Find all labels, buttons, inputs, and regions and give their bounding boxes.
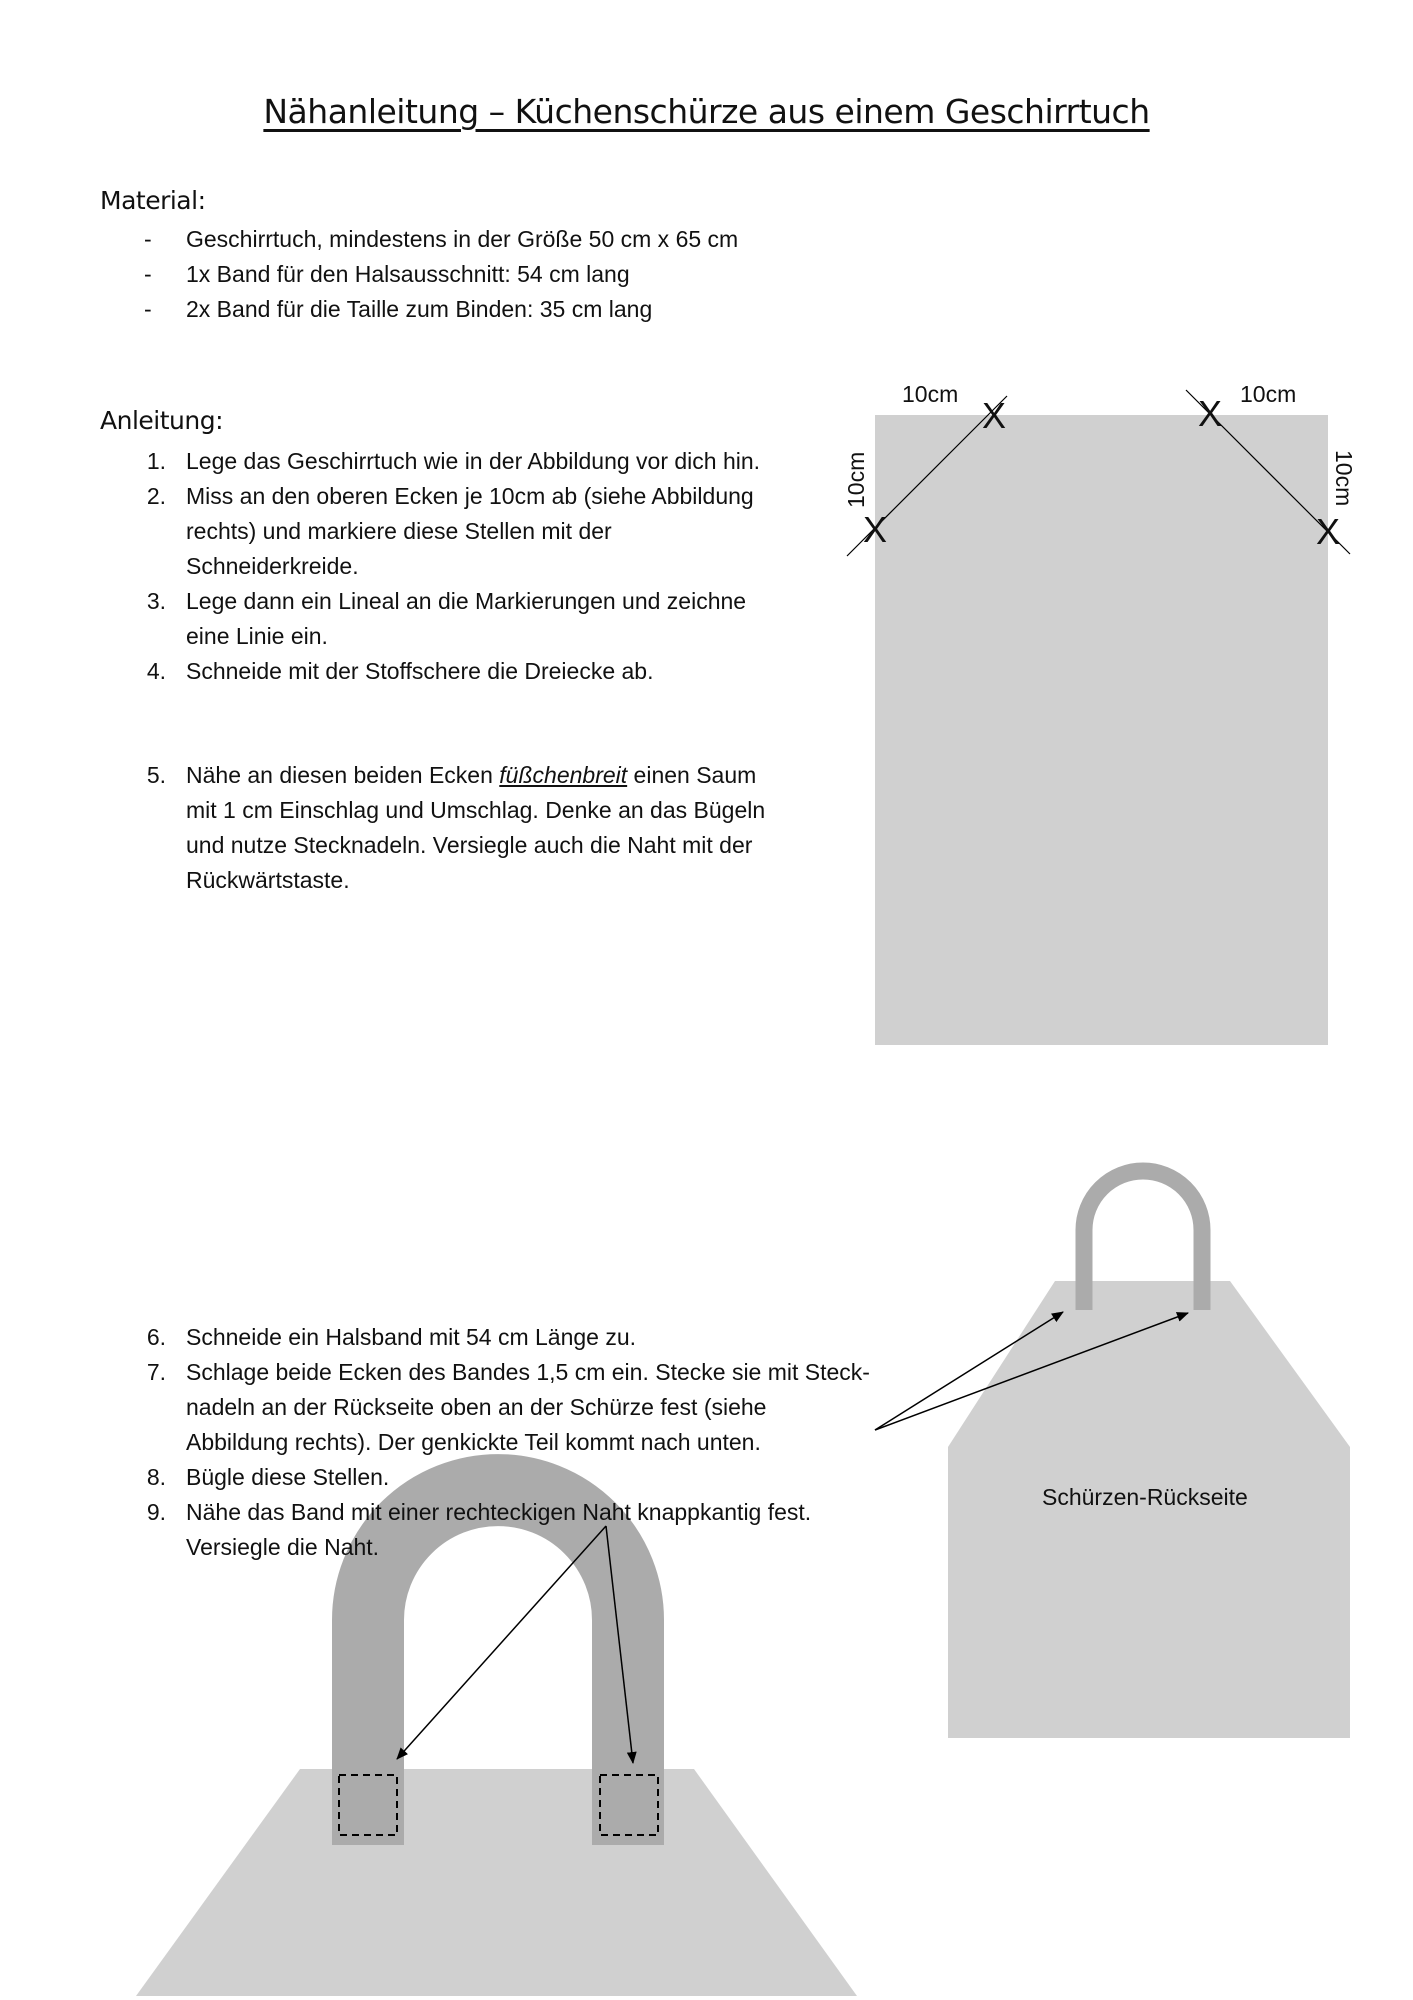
material-heading: Material: [100,186,206,215]
step-text: Abbildung rechts). Der genkickte Teil kommt nach unten. [186,1429,761,1455]
list-bullet: - [144,226,152,252]
step-text: Schneide ein Halsband mit 54 cm Länge zu. [186,1324,637,1350]
mark-x: X [1198,393,1223,434]
step-text: Rückwärtstaste. [186,867,350,893]
step-text-part: einen Saum [627,762,757,788]
step-text: Lege das Geschirrtuch wie in der Abbildung vor dich hin. [186,448,761,474]
list-item: 1x Band für den Halsausschnitt: 54 cm lang [186,261,630,287]
step-text: Lege dann ein Lineal an die Markierungen und zeichne [186,588,747,614]
step-text: Schneide mit der Stoffschere die Dreiecke ab. [186,658,654,684]
step-number: 5. [146,762,166,788]
measure-label-top-left: 10cm [902,381,959,407]
list-bullet: - [144,296,152,322]
apron-back-label: Schürzen-Rückseite [1042,1484,1248,1510]
mark-x: X [863,509,888,550]
page-title: Nähanleitung – Küchenschürze aus einem Geschirrtuch [263,92,1150,131]
step-text: Schneiderkreide. [186,553,359,579]
list-bullet: - [144,261,152,287]
step-text: Schlage beide Ecken des Bandes 1,5 cm ein. Stecke sie mit Steck- [186,1359,870,1385]
list-item: Geschirrtuch, mindestens in der Größe 50 cm x 65 cm [186,226,739,252]
measure-label-left: 10cm [843,451,869,508]
towel-shape [875,415,1328,1045]
step-text: eine Linie ein. [186,623,328,649]
instructions-heading: Anleitung: [100,406,224,435]
step-number: 1. [146,448,166,474]
step-number: 7. [146,1359,166,1385]
step-text: und nutze Stecknadeln. Versiegle auch die Naht mit der [186,832,753,858]
step-number: 3. [146,588,166,614]
step-text: mit 1 cm Einschlag und Umschlag. Denke an das Bügeln [186,797,766,823]
measure-label-top-right: 10cm [1240,381,1297,407]
step-number: 8. [146,1464,166,1490]
step-number: 9. [146,1499,166,1525]
step-text: nadeln an der Rückseite oben an der Schürze fest (siehe [186,1394,767,1420]
apron-front-body [136,1769,857,1996]
step-text: Miss an den oberen Ecken je 10cm ab (siehe Abbildung [186,483,754,509]
step-text: Versiegle die Naht. [186,1534,380,1560]
arrow [397,1526,606,1759]
step-text-part: Nähe an diesen beiden Ecken [186,762,500,788]
step-text: Nähe das Band mit einer rechteckigen Naht knappkantig fest. [186,1499,812,1525]
step-number: 4. [146,658,166,684]
step-text: Bügle diese Stellen. [186,1464,390,1490]
mark-x: X [982,395,1007,436]
list-item: 2x Band für die Taille zum Binden: 35 cm lang [186,296,653,322]
measure-label-right: 10cm [1331,450,1357,507]
emphasis-text: füßchenbreit [499,762,628,788]
step-number: 6. [146,1324,166,1350]
step-text: rechts) und markiere diese Stellen mit der [186,518,612,544]
mark-x: X [1316,511,1341,552]
step-number: 2. [146,483,166,509]
